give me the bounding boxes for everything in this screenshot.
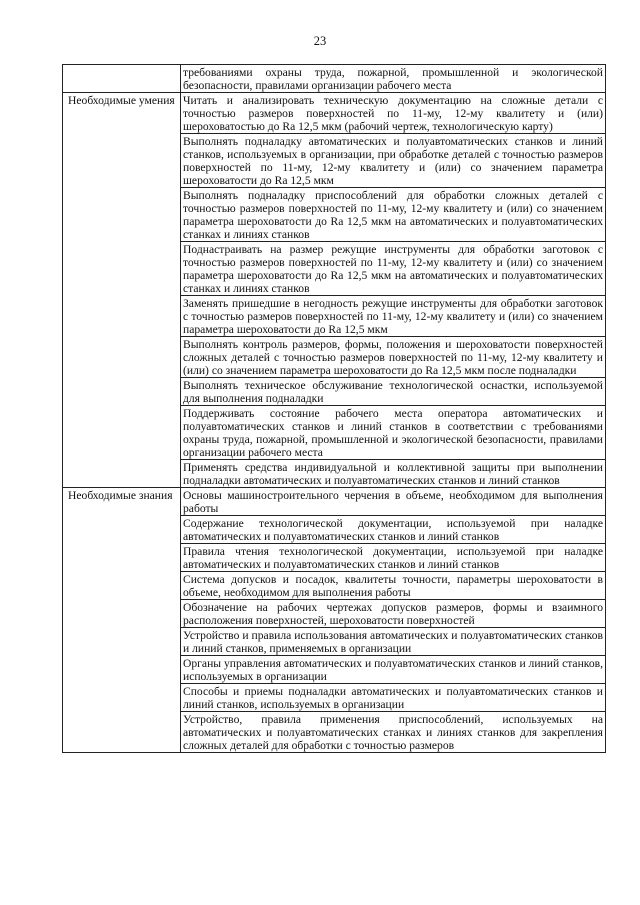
skill-item: Выполнять подналадку автоматических и полуавтоматических станков и линий станков, используемых в организации, при обработке деталей с точностью размеров поверхностей по 11-му, 12-му квалитету и (или) со значением параметра шероховатости до Ra 12,5 мкм xyxy=(181,134,606,188)
skill-item: Выполнять подналадку приспособлений для обработки сложных деталей с точностью размеров поверхностей по 11-му, 12-му квалитету и (или) со значением параметра шероховатости до Ra 12,5 мкм на автоматических и полуавтоматических станках и линиях станков xyxy=(181,188,606,242)
requirements-table-container xyxy=(62,64,606,753)
page-number: 23 xyxy=(313,34,327,48)
skill-item: Читать и анализировать техническую документацию на сложные детали с точностью размеров поверхностей по 11-му, 12-му квалитету и (или) шероховатостью до Ra 12,5 мкм (рабочий чертеж, технологическую карту) xyxy=(181,93,606,134)
empty-label-cell xyxy=(63,65,181,93)
skill-item: Поддерживать состояние рабочего места оператора автоматических и полуавтоматических станков и линий станков в соответствии с требованиями охраны труда, пожарной, промышленной и экологической безопасности, правилами организации рабочего места xyxy=(181,406,606,460)
knowledge-item: Устройство и правила использования автоматических и полуавтоматических станков и линий станков, применяемых в организации xyxy=(181,628,606,656)
knowledge-item: Правила чтения технологической документации, используемой при наладке автоматических и полуавтоматических станков и линий станков xyxy=(181,544,606,572)
knowledge-item: Устройство, правила применения приспособлений, используемых на автоматических и полуавтоматических станках и линиях станков для закрепления сложных деталей для обработки с точностью размеров xyxy=(181,712,606,753)
knowledge-item: Обозначение на рабочих чертежах допусков размеров, формы и взаимного расположения поверхностей, шероховатости поверхностей xyxy=(181,600,606,628)
knowledge-label: Необходимые знания xyxy=(63,488,181,753)
skill-item: Выполнять техническое обслуживание технологической оснастки, используемой для выполнения подналадки xyxy=(181,378,606,406)
knowledge-item: Система допусков и посадок, квалитеты точности, параметры шероховатости в объеме, необходимом для выполнения работы xyxy=(181,572,606,600)
skills-label: Необходимые умения xyxy=(63,93,181,488)
skill-item: Выполнять контроль размеров, формы, положения и шероховатости поверхностей сложных деталей с точностью размеров поверхностей по 11-му, 12-му квалитету и (или) со значением параметра шероховатости до Ra 12,5 мкм после подналадки xyxy=(181,337,606,378)
knowledge-item: Способы и приемы подналадки автоматических и полуавтоматических станков и линий станков, используемых в организации xyxy=(181,684,606,712)
table-cell: требованиями охраны труда, пожарной, промышленной и экологической безопасности, правилами организации рабочего места xyxy=(181,65,606,93)
skill-item: Поднастраивать на размер режущие инструменты для обработки заготовок с точностью размеров поверхностей по 11-му, 12-му квалитету и (или) со значением параметра шероховатости до Ra 12,5 мкм на автоматических и полуавтоматических станках и линиях станков xyxy=(181,242,606,296)
table-row xyxy=(63,65,606,93)
knowledge-item: Содержание технологической документации, используемой при наладке автоматических и полуавтоматических станков и линий станков xyxy=(181,516,606,544)
table-row xyxy=(63,93,606,134)
skill-item: Применять средства индивидуальной и коллективной защиты при выполнении подналадки автоматических и полуавтоматических станков и линий станков xyxy=(181,460,606,488)
knowledge-item: Основы машиностроительного черчения в объеме, необходимом для выполнения работы xyxy=(181,488,606,516)
knowledge-item: Органы управления автоматических и полуавтоматических станков и линий станков, используемых в организации xyxy=(181,656,606,684)
skill-item: Заменять пришедшие в негодность режущие инструменты для обработки заготовок с точностью размеров поверхностей по 11-му, 12-му квалитету и (или) со значением параметра шероховатости до Ra 12,5 мкм xyxy=(181,296,606,337)
table-row xyxy=(63,488,606,516)
requirements-table xyxy=(62,64,606,753)
